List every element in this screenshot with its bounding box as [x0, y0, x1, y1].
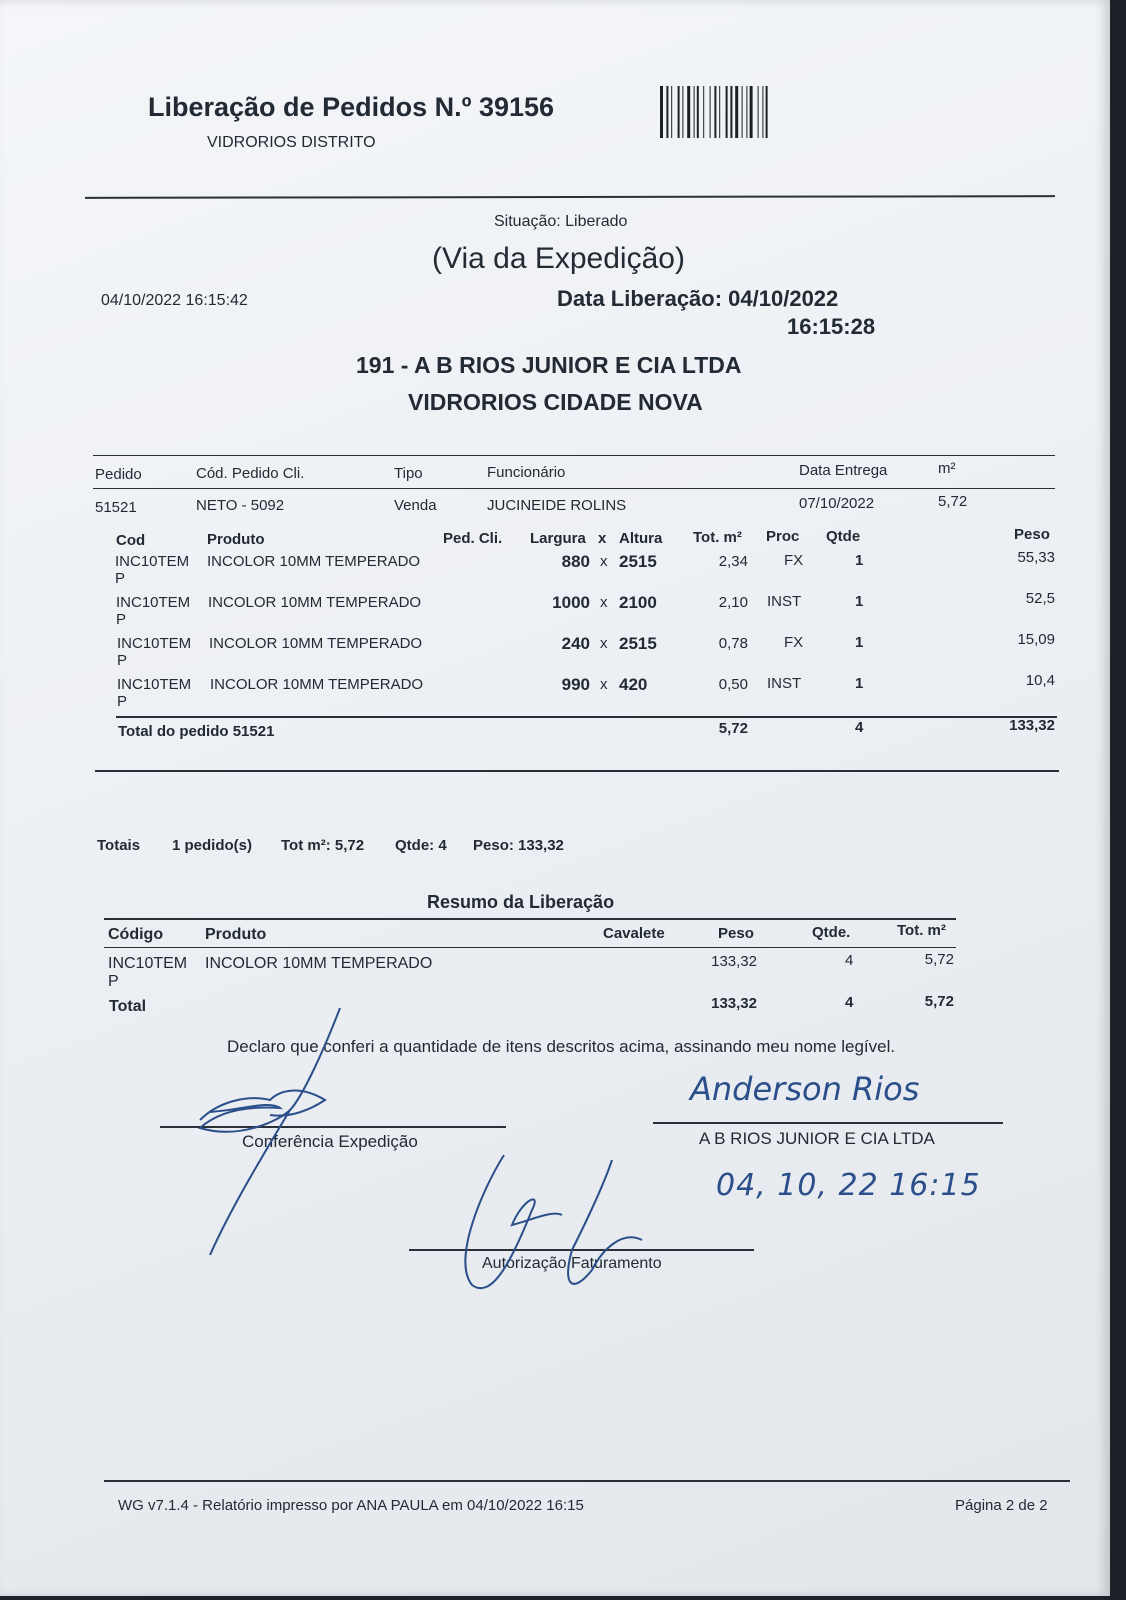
item-largura: 990 — [561, 675, 590, 694]
order-total-m2: 5,72 — [718, 720, 748, 737]
footer-page-number: Página 2 de 2 — [955, 1497, 1048, 1514]
footer-line — [104, 1480, 1070, 1482]
table-row — [0, 590, 1110, 634]
declaration-text: Declaro que conferi a quantidade de itens descritos acima, assinando meu nome legível. — [227, 1037, 896, 1056]
col-tot-m2: Tot. m² — [693, 529, 742, 546]
item-altura: 2515 — [619, 552, 657, 571]
resumo-produto: INCOLOR 10MM TEMPERADO — [205, 955, 433, 972]
resumo-top-line — [104, 918, 956, 920]
col-largura: Largura — [530, 530, 586, 547]
item-produto: INCOLOR 10MM TEMPERADO — [210, 676, 424, 693]
order-total-peso: 133,32 — [1009, 717, 1055, 734]
label-m2: m² — [938, 460, 956, 477]
order-section-end-line — [95, 770, 1059, 772]
item-tot-m2: 0,50 — [718, 676, 748, 693]
resumo-col-codigo: Código — [108, 926, 164, 943]
item-cod-suffix: P — [117, 652, 128, 669]
item-proc: FX — [784, 552, 804, 569]
company-name: VIDRORIOS DISTRITO — [207, 134, 376, 151]
resumo-qtde: 4 — [845, 952, 854, 969]
table-row — [0, 549, 1110, 593]
col-ped-cli: Ped. Cli. — [443, 530, 503, 547]
resumo-total-peso: 133,32 — [711, 995, 757, 1012]
totais-peso: Peso: 133,32 — [473, 837, 564, 854]
item-qtde: 1 — [855, 675, 864, 692]
item-x: x — [600, 635, 608, 652]
totais-qtde: Qtde: 4 — [395, 837, 447, 854]
table-row — [0, 672, 1110, 716]
item-cod: INC10TEM — [117, 676, 192, 693]
resumo-col-peso: Peso — [718, 925, 754, 942]
value-cod-pedido-cli: NETO - 5092 — [196, 497, 285, 514]
label-pedido: Pedido — [95, 466, 142, 483]
copy-type-heading: (Via da Expedição) — [432, 242, 685, 275]
col-x: x — [598, 530, 607, 547]
order-total-label: Total do pedido 51521 — [118, 723, 275, 740]
item-largura: 880 — [561, 552, 590, 571]
item-peso: 55,33 — [1017, 549, 1055, 566]
item-cod: INC10TEM — [116, 594, 191, 611]
order-total-qtde: 4 — [855, 719, 864, 736]
barcode-image — [660, 86, 830, 138]
signature-label-autorizacao: Autorização Faturamento — [482, 1255, 662, 1272]
item-altura: 420 — [619, 675, 648, 694]
resumo-total-label: Total — [109, 998, 147, 1015]
label-data-entrega: Data Entrega — [799, 462, 888, 479]
resumo-tot-m2: 5,72 — [924, 951, 954, 968]
value-funcionario: JUCINEIDE ROLINS — [487, 497, 627, 514]
resumo-col-cavalete: Cavalete — [603, 925, 665, 942]
label-tipo: Tipo — [394, 465, 423, 482]
item-x: x — [600, 553, 608, 570]
signature-line-cliente — [653, 1122, 1003, 1124]
resumo-row — [0, 951, 1110, 995]
label-cod-pedido-cli: Cód. Pedido Cli. — [196, 465, 305, 482]
order-header-mid-line — [93, 488, 1055, 489]
item-peso: 10,4 — [1025, 672, 1055, 689]
value-pedido: 51521 — [95, 499, 137, 516]
item-proc: INST — [767, 593, 802, 610]
header-divider — [85, 195, 1055, 199]
item-qtde: 1 — [855, 634, 864, 651]
item-produto: INCOLOR 10MM TEMPERADO — [209, 635, 423, 652]
handwritten-client-name: Anderson Rios — [690, 1070, 920, 1108]
resumo-title: Resumo da Liberação — [427, 892, 615, 912]
label-funcionario: Funcionário — [487, 464, 566, 481]
order-header-top-line — [93, 455, 1055, 456]
item-largura: 240 — [561, 634, 590, 653]
resumo-peso: 133,32 — [711, 953, 757, 970]
col-qtde: Qtde — [826, 528, 861, 545]
totais-m2: Tot m²: 5,72 — [281, 837, 365, 854]
release-time: 16:15:28 — [787, 314, 876, 339]
status-text: Situação: Liberado — [494, 213, 628, 230]
resumo-col-produto: Produto — [205, 926, 267, 943]
item-proc: FX — [784, 634, 804, 651]
value-tipo: Venda — [394, 497, 437, 514]
item-cod-suffix: P — [115, 570, 126, 587]
value-m2: 5,72 — [938, 493, 968, 510]
resumo-codigo-suffix: P — [108, 973, 119, 990]
col-cod: Cod — [116, 532, 146, 549]
totais-label: Totais — [97, 837, 141, 854]
item-cod-suffix: P — [117, 693, 128, 710]
signature-conferencia-scribble — [180, 1000, 360, 1260]
item-proc: INST — [767, 675, 802, 692]
item-qtde: 1 — [855, 552, 864, 569]
item-x: x — [600, 594, 608, 611]
item-tot-m2: 2,34 — [718, 553, 748, 570]
col-proc: Proc — [766, 528, 800, 545]
resumo-col-tot-m2: Tot. m² — [897, 922, 946, 939]
item-qtde: 1 — [855, 593, 864, 610]
table-row — [0, 631, 1110, 675]
resumo-col-qtde: Qtde. — [812, 924, 851, 941]
signature-autorizacao-scribble — [452, 1150, 682, 1300]
item-peso: 15,09 — [1017, 631, 1055, 648]
item-peso: 52,5 — [1025, 590, 1055, 607]
client-branch: VIDRORIOS CIDADE NOVA — [408, 389, 703, 415]
release-date: Data Liberação: 04/10/2022 — [557, 286, 839, 311]
signature-label-conferencia: Conferência Expedição — [242, 1132, 418, 1151]
items-total-line — [116, 716, 1057, 718]
print-datetime: 04/10/2022 16:15:42 — [101, 292, 248, 309]
col-altura: Altura — [619, 530, 663, 547]
client-name: 191 - A B RIOS JUNIOR E CIA LTDA — [356, 352, 742, 378]
col-peso: Peso — [1014, 526, 1050, 543]
resumo-total-tot-m2: 5,72 — [924, 993, 954, 1010]
footer-printed-by: WG v7.1.4 - Relatório impresso por ANA PAULA em 04/10/2022 16:15 — [118, 1497, 584, 1514]
item-altura: 2515 — [619, 634, 657, 653]
item-x: x — [600, 676, 608, 693]
resumo-total-qtde: 4 — [845, 994, 854, 1011]
item-cod: INC10TEM — [115, 553, 190, 570]
handwritten-date: 04, 10, 22 16:15 — [716, 1168, 981, 1203]
item-largura: 1000 — [552, 593, 590, 612]
item-tot-m2: 0,78 — [718, 635, 748, 652]
item-cod: INC10TEM — [117, 635, 192, 652]
item-tot-m2: 2,10 — [718, 594, 748, 611]
signature-label-cliente: A B RIOS JUNIOR E CIA LTDA — [699, 1129, 935, 1148]
resumo-header-line — [104, 947, 956, 948]
value-data-entrega: 07/10/2022 — [799, 495, 875, 512]
resumo-codigo: INC10TEM — [108, 955, 188, 972]
item-produto: INCOLOR 10MM TEMPERADO — [207, 553, 421, 570]
item-altura: 2100 — [619, 593, 657, 612]
item-produto: INCOLOR 10MM TEMPERADO — [208, 594, 422, 611]
col-produto: Produto — [207, 531, 265, 548]
document-title: Liberação de Pedidos N.º 39156 — [148, 92, 555, 122]
item-cod-suffix: P — [116, 611, 127, 628]
totais-pedidos: 1 pedido(s) — [172, 837, 253, 854]
